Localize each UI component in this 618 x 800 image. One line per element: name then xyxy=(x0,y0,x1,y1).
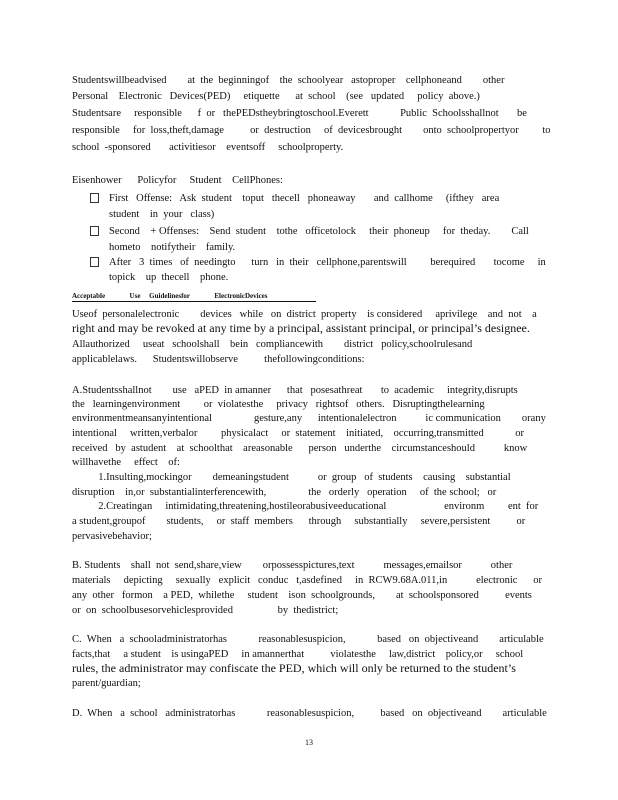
bullet-2-line-1: Second + Offenses: Send student tothe officetolock their phoneup for theday. Call xyxy=(109,226,529,237)
paragraph-c-line-2: facts,that a student is usingaPED in amannerthat violatesthe law,district policy,or school xyxy=(72,649,524,660)
paragraph-a-line-4: intentional written,verbalor physicalact or statement initiated, occurring,transmitted or xyxy=(72,428,524,439)
paragraph-2-line-1: Useof personalelectronic devices while on district property is considered aprivilege and not a xyxy=(72,309,537,320)
paragraph-b-line-4: or on schoolbusesorvehiclesprovided by thedistrict; xyxy=(72,605,339,616)
paragraph-c-line-1: C. When a schooladministratorhas reasonablesuspicion, based on objectiveand articulable xyxy=(72,634,544,645)
paragraph-b-line-3: any other formon a PED, whilethe student ison schoolgrounds, at schoolsponsored events xyxy=(72,590,532,601)
bullet-2-line-2: hometo notifytheir family. xyxy=(109,242,236,253)
paragraph-d-line-1: D. When a school administratorhas reasonablesuspicion, based on objectiveand articulable xyxy=(72,708,547,719)
bullet-3-line-1: After 3 times of needingto turn in their cellphone,parentswill berequired tocome in xyxy=(109,257,546,268)
section-title: Eisenhower Policyfor Student CellPhones: xyxy=(72,175,283,186)
paragraph-a-line-5: received by astudent at schoolthat areasonable person underthe circumstanceshould know xyxy=(72,443,528,454)
paragraph-c-line-4: parent/guardian; xyxy=(72,678,141,689)
paragraph-b-line-1: B. Students shall not send,share,view orpossesspictures,text messages,emailsor other xyxy=(72,560,513,571)
paragraph-a-line-10: a student,groupof students, or staff members through substantially severe,persistent or xyxy=(72,516,526,527)
bullet-1-line-1: First Offense: Ask student toput thecell phoneaway and callhome (ifthey area xyxy=(109,193,500,204)
paragraph-1-line-4: responsible for loss,theft,damage or destruction of devicesbrought onto schoolpropertyor to xyxy=(72,125,551,136)
paragraph-a-line-7: 1.Insulting,mockingor demeaningstudent or group of students causing substantial xyxy=(72,472,511,483)
paragraph-2-line-3: Allauthorized useat schoolshall bein compliancewith district policy,schoolrulesand xyxy=(72,339,473,350)
paragraph-a-line-8: disruption in,or substantialinterferencewith, the orderly operation of the school; or xyxy=(72,487,497,498)
bullet-box-icon xyxy=(90,226,99,236)
paragraph-2-line-2: right and may be revoked at any time by a principal, assistant principal, or principal’s designee. xyxy=(72,321,530,335)
paragraph-a-line-11: pervasivebehavior; xyxy=(72,531,152,542)
paragraph-1-line-2: Personal Electronic Devices(PED) etiquette at school (see updated policy above.) xyxy=(72,91,480,102)
paragraph-1-line-1: Studentswillbeadvised at the beginningof the schoolyear astoproper cellphoneand other xyxy=(72,75,505,86)
paragraph-a-line-2: the learningenvironment or violatesthe privacy rightsof others. Disruptingthelearning xyxy=(72,399,485,410)
page-number: 13 xyxy=(305,738,313,747)
paragraph-b-line-2: materials depicting sexually explicit conduc t,asdefined in RCW9.68A.011,in electronic or xyxy=(72,575,542,586)
bullet-box-icon xyxy=(90,257,99,267)
paragraph-a-line-1: A.Studentsshallnot use aPED in amanner that posesathreat to academic integrity,disrupts xyxy=(72,385,518,396)
paragraph-2-line-4: applicablelaws. Studentswillobserve thefollowingconditions: xyxy=(72,354,365,365)
bullet-3-line-2: topick up thecell phone. xyxy=(109,272,229,283)
paragraph-c-line-3: rules, the administrator may confiscate the PED, which will only be returned to the student’s xyxy=(72,661,516,675)
bullet-1-line-2: student in your class) xyxy=(109,209,215,220)
guidelines-heading: Acceptable Use Guidelinesfor ElectronicDevices xyxy=(72,292,316,302)
paragraph-a-line-6: willhavethe effect of: xyxy=(72,457,180,468)
paragraph-a-line-9: 2.Creatingan intimidating,threatening,hostileorabusiveeducational environm ent for xyxy=(72,501,539,512)
paragraph-1-line-3: Studentsare responsible f or thePEDstheybringtoschool.Everett Public Schoolsshallnot be xyxy=(72,108,527,119)
paragraph-1-line-5: school -sponsored activitiesor eventsoff schoolproperty. xyxy=(72,142,344,153)
bullet-box-icon xyxy=(90,193,99,203)
paragraph-a-line-3: environmentmeansanyintentional gesture,any intentionalelectron ic communication orany xyxy=(72,413,546,424)
